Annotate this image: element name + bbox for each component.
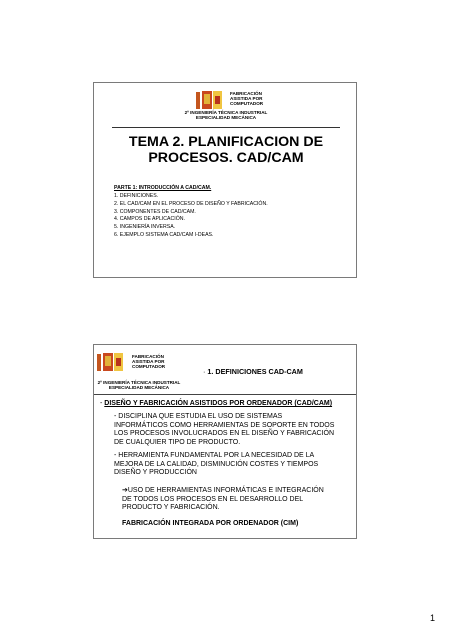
list-item: 2. EL CAD/CAM EN EL PROCESO DE DISEÑO Y FABRICACIÓN. <box>114 200 268 207</box>
cim-label: FABRICACIÓN INTEGRADA POR ORDENADOR (CIM) <box>122 520 299 527</box>
text-line: PRODUCTO Y FABRICACIÓN. <box>122 504 220 512</box>
course-name <box>132 354 165 370</box>
list-item: 6. EJEMPLO SISTEMA CAD/CAM I-DEAS. <box>114 231 214 238</box>
text-line: - DISCIPLINA QUE ESTUDIA EL USO DE SISTEMAS <box>114 413 283 420</box>
course-line: FABRICACIÓN <box>230 91 262 96</box>
course-line: COMPUTADOR <box>230 101 264 107</box>
definition-title <box>100 400 332 409</box>
department-name <box>94 110 358 120</box>
text-line: MEJORA DE LA CALIDAD, DISMINUCIÓN COSTES Y TIEMPOS <box>114 460 319 468</box>
divider <box>94 394 356 395</box>
department-line: ESPECIALIDAD MECÁNICA <box>195 115 257 121</box>
course-line: ASISTIDA POR <box>230 96 263 102</box>
title-text: DISEÑO Y FABRICACIÓN ASISTIDOS POR ORDENADOR (CAD/CAM) <box>104 400 333 407</box>
heading-bullet: · <box>203 367 206 376</box>
part-heading: PARTE 1: INTRODUCCIÓN A CAD/CAM. <box>114 185 212 191</box>
course-name <box>230 91 263 107</box>
text-line: INFORMÁTICOS COMO HERRAMIENTAS DE SOPORTE EN TODOS <box>114 421 335 429</box>
slide-1 <box>93 82 357 278</box>
slide-title-line: PROCESOS. CAD/CAM <box>148 150 304 166</box>
text-line: DISEÑO Y PRODUCCIÓN <box>114 469 197 477</box>
divider <box>112 127 340 128</box>
list-item: 3. COMPONENTES DE CAD/CAM. <box>114 208 196 215</box>
university-logo-icon <box>97 353 123 373</box>
course-line: FABRICACIÓN <box>132 354 164 359</box>
text-line: DE CUALQUIER TIPO DE PRODUCTO. <box>114 438 241 446</box>
list-item: 4. CAMPOS DE APLICACIÓN. <box>114 216 185 223</box>
department-line: 2º INGENIERÍA TÉCNICA INDUSTRIAL <box>184 110 268 115</box>
importance-block <box>114 452 350 478</box>
department-name <box>94 380 184 390</box>
list-item: 5. INGENIERÍA INVERSA. <box>114 224 176 231</box>
list-item: 1. DEFINICIONES. <box>114 193 159 199</box>
text-line: DE TODOS LOS PROCESOS EN EL DESARROLLO DEL <box>122 495 304 503</box>
heading-text: 1. DEFINICIONES CAD-CAM <box>207 367 303 376</box>
usage-block <box>122 487 358 513</box>
title-dash: - <box>100 400 105 407</box>
slide-2 <box>93 344 357 539</box>
text-line: LOS PROCESOS INVOLUCRADOS EN EL DISEÑO Y FABRICACIÓN <box>114 430 335 438</box>
page-number: 1 <box>430 613 436 623</box>
text-line: - HERRAMIENTA FUNDAMENTAL POR LA NECESIDAD DE LA <box>114 452 315 459</box>
slide-title <box>94 134 358 166</box>
arrow-right-icon: ➔ <box>122 487 128 494</box>
section-heading <box>203 367 303 376</box>
text-line: USO DE HERRAMIENTAS INFORMÁTICAS E INTEGRACIÓN <box>127 487 324 494</box>
department-line: 2º INGENIERÍA TÉCNICA INDUSTRIAL <box>97 380 181 385</box>
definition-block <box>114 413 350 447</box>
course-line: ASISTIDA POR <box>132 359 165 365</box>
slide-title-line: TEMA 2. PLANIFICACION DE <box>128 134 324 150</box>
course-line: COMPUTADOR <box>132 364 166 370</box>
university-logo-icon <box>196 91 222 111</box>
contents-list <box>114 193 268 240</box>
department-line: ESPECIALIDAD MECÁNICA <box>108 385 170 391</box>
